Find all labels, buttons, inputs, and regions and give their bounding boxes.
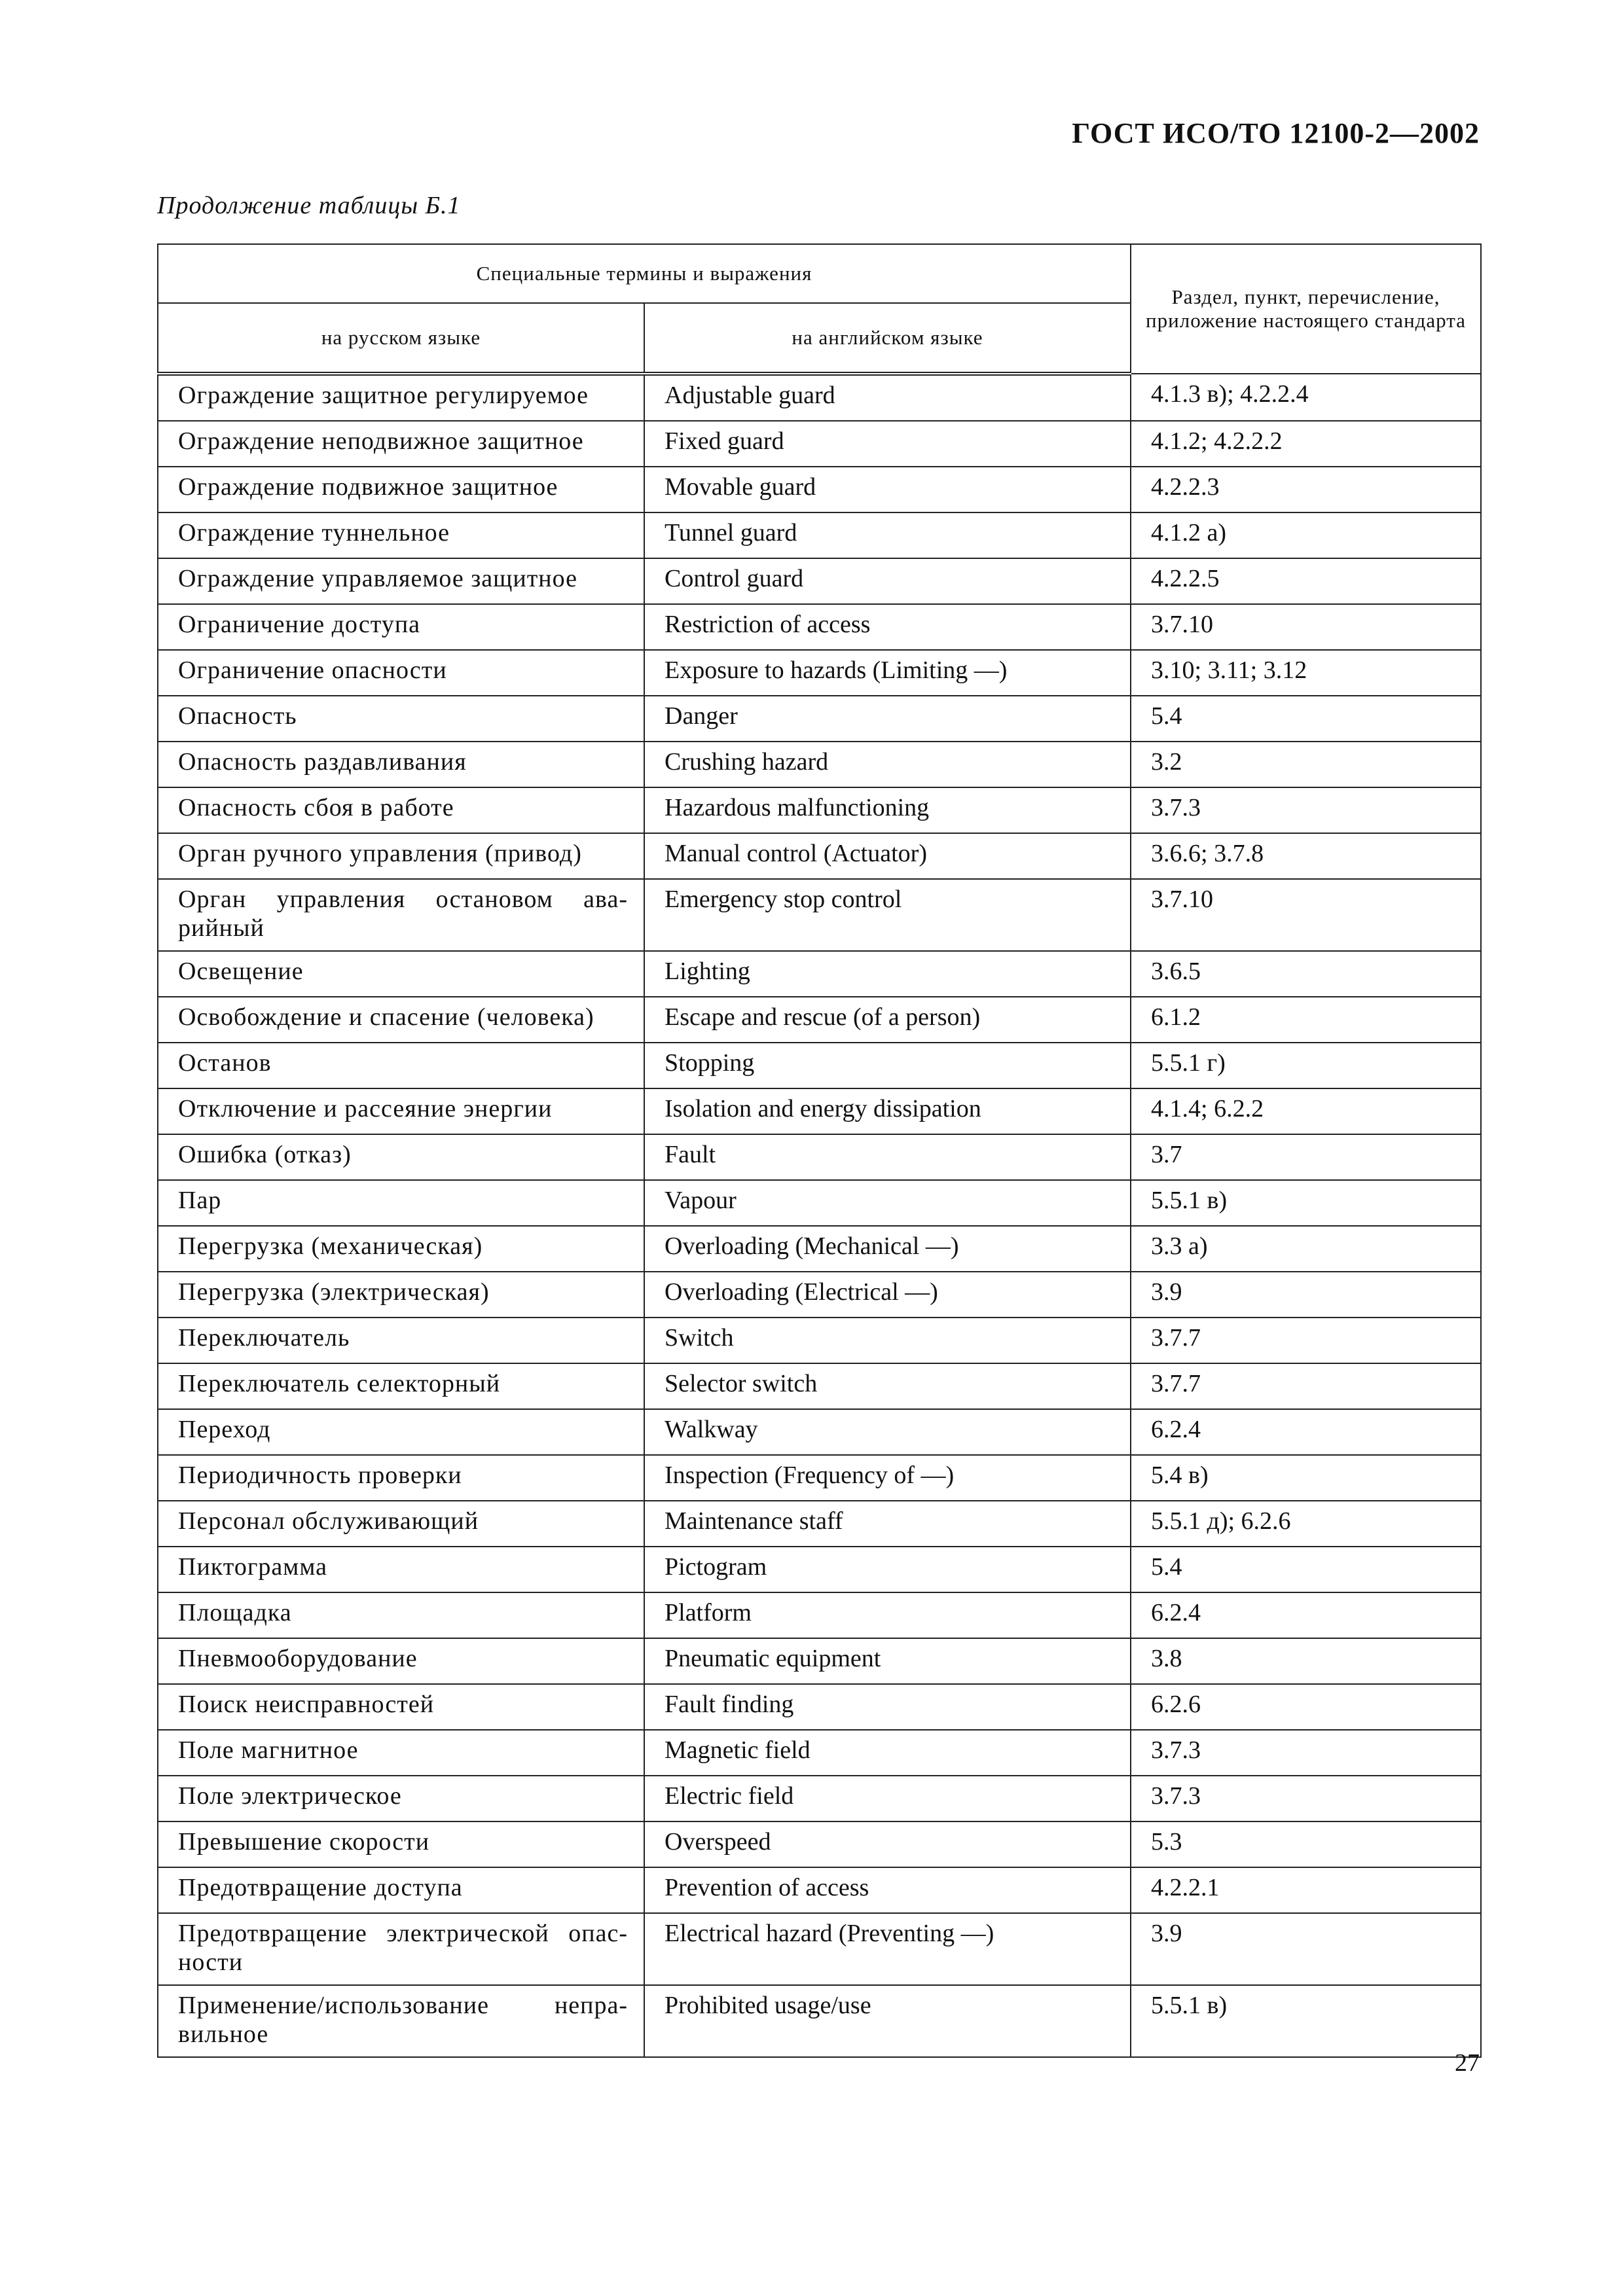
table-row	[158, 1867, 1481, 1913]
cell-en: Platform	[644, 1592, 1131, 1638]
table-row	[158, 1226, 1481, 1272]
table-row	[158, 1684, 1481, 1730]
table-row	[158, 833, 1481, 879]
page-number: 27	[1455, 2049, 1480, 2077]
table-row	[158, 1730, 1481, 1776]
cell-ru: Переключатель селекторный	[158, 1363, 644, 1409]
cell-en: Restriction of access	[644, 604, 1131, 650]
cell-en: Prevention of access	[644, 1867, 1131, 1913]
table-row	[158, 1409, 1481, 1455]
table-row	[158, 512, 1481, 558]
cell-en: Lighting	[644, 951, 1131, 997]
cell-ru: Ограждение защитное регулируемое	[158, 374, 644, 421]
table-row	[158, 421, 1481, 467]
cell-ref: 5.3	[1131, 1821, 1481, 1867]
cell-en: Electric field	[644, 1776, 1131, 1821]
table-row	[158, 1272, 1481, 1318]
group-header: Специальные термины и выражения	[158, 244, 1131, 303]
cell-en: Prohibited usage/use	[644, 1985, 1131, 2057]
column-header-english: на английском языке	[644, 303, 1131, 374]
cell-en: Overspeed	[644, 1821, 1131, 1867]
cell-ref: 3.10; 3.11; 3.12	[1131, 650, 1481, 696]
table-row	[158, 1043, 1481, 1088]
table-row	[158, 1985, 1481, 2057]
cell-ru: Пар	[158, 1180, 644, 1226]
cell-en: Escape and rescue (of a person)	[644, 997, 1131, 1043]
cell-ru: Опасность	[158, 696, 644, 742]
cell-ref: 4.2.2.5	[1131, 558, 1481, 604]
cell-ref: 3.8	[1131, 1638, 1481, 1684]
cell-ref: 6.2.4	[1131, 1592, 1481, 1638]
cell-en: Selector switch	[644, 1363, 1131, 1409]
cell-ref: 4.1.4; 6.2.2	[1131, 1088, 1481, 1134]
table-row	[158, 650, 1481, 696]
cell-ref: 5.4	[1131, 1547, 1481, 1592]
cell-en: Walkway	[644, 1409, 1131, 1455]
cell-ref: 6.2.4	[1131, 1409, 1481, 1455]
cell-ru: Поле магнитное	[158, 1730, 644, 1776]
cell-en: Isolation and energy dissipation	[644, 1088, 1131, 1134]
cell-ref: 5.4 в)	[1131, 1455, 1481, 1501]
cell-en: Fault finding	[644, 1684, 1131, 1730]
cell-ref: 6.2.6	[1131, 1684, 1481, 1730]
cell-ru: Ограждение туннельное	[158, 512, 644, 558]
cell-en: Vapour	[644, 1180, 1131, 1226]
cell-en: Pictogram	[644, 1547, 1131, 1592]
cell-ru: Освобождение и спасение (человека)	[158, 997, 644, 1043]
cell-ru: Предотвращение электрической опас- ности	[158, 1913, 644, 1985]
table-row	[158, 1592, 1481, 1638]
cell-ru: Останов	[158, 1043, 644, 1088]
cell-en: Danger	[644, 696, 1131, 742]
cell-en: Magnetic field	[644, 1730, 1131, 1776]
table-caption: Продолжение таблицы Б.1	[157, 192, 461, 219]
cell-en: Pneumatic equipment	[644, 1638, 1131, 1684]
cell-ref: 5.5.1 д); 6.2.6	[1131, 1501, 1481, 1547]
cell-ref: 5.5.1 г)	[1131, 1043, 1481, 1088]
cell-ru: Персонал обслуживающий	[158, 1501, 644, 1547]
terms-table	[157, 243, 1482, 2058]
cell-en: Emergency stop control	[644, 879, 1131, 951]
cell-en: Control guard	[644, 558, 1131, 604]
cell-en: Overloading (Electrical —)	[644, 1272, 1131, 1318]
cell-ru: Пневмооборудование	[158, 1638, 644, 1684]
document-header: ГОСТ ИСО/ТО 12100-2—2002	[1072, 117, 1480, 149]
cell-ru: Площадка	[158, 1592, 644, 1638]
cell-en: Movable guard	[644, 467, 1131, 512]
cell-ru: Периодичность проверки	[158, 1455, 644, 1501]
table-row	[158, 374, 1481, 421]
table-row	[158, 742, 1481, 787]
cell-ref: 4.1.2; 4.2.2.2	[1131, 421, 1481, 467]
table-row	[158, 997, 1481, 1043]
table-row	[158, 696, 1481, 742]
cell-ref: 3.7.3	[1131, 787, 1481, 833]
cell-ru: Ограждение неподвижное защитное	[158, 421, 644, 467]
cell-en: Adjustable guard	[644, 374, 1131, 421]
cell-ref: 3.2	[1131, 742, 1481, 787]
cell-ru: Опасность сбоя в работе	[158, 787, 644, 833]
cell-ru: Пиктограмма	[158, 1547, 644, 1592]
cell-ref: 3.7	[1131, 1134, 1481, 1180]
cell-en: Maintenance staff	[644, 1501, 1131, 1547]
cell-ref: 5.4	[1131, 696, 1481, 742]
cell-ru: Предотвращение доступа	[158, 1867, 644, 1913]
table-row	[158, 1180, 1481, 1226]
cell-ru: Превышение скорости	[158, 1821, 644, 1867]
cell-ru: Ограждение управляемое защитное	[158, 558, 644, 604]
cell-ref: 4.2.2.1	[1131, 1867, 1481, 1913]
cell-ref: 4.2.2.3	[1131, 467, 1481, 512]
table-row	[158, 558, 1481, 604]
cell-en: Overloading (Mechanical —)	[644, 1226, 1131, 1272]
table-row	[158, 1363, 1481, 1409]
cell-en: Inspection (Frequency of —)	[644, 1455, 1131, 1501]
cell-ru: Ограждение подвижное защитное	[158, 467, 644, 512]
cell-en: Exposure to hazards (Limiting —)	[644, 650, 1131, 696]
cell-ru: Перегрузка (электрическая)	[158, 1272, 644, 1318]
cell-ref: 3.9	[1131, 1913, 1481, 1985]
cell-en: Switch	[644, 1318, 1131, 1363]
cell-ru: Ограничение доступа	[158, 604, 644, 650]
cell-ref: 4.1.3 в); 4.2.2.4	[1131, 374, 1481, 421]
cell-ref: 5.5.1 в)	[1131, 1180, 1481, 1226]
cell-en: Hazardous malfunctioning	[644, 787, 1131, 833]
cell-ref: 4.1.2 а)	[1131, 512, 1481, 558]
table-row	[158, 1318, 1481, 1363]
cell-ref: 3.7.10	[1131, 604, 1481, 650]
cell-ru: Поиск неисправностей	[158, 1684, 644, 1730]
table-row	[158, 1501, 1481, 1547]
cell-ru: Ограничение опасности	[158, 650, 644, 696]
cell-ref: 3.6.6; 3.7.8	[1131, 833, 1481, 879]
cell-ru: Переключатель	[158, 1318, 644, 1363]
cell-ref: 6.1.2	[1131, 997, 1481, 1043]
cell-ru: Перегрузка (механическая)	[158, 1226, 644, 1272]
cell-ru: Переход	[158, 1409, 644, 1455]
cell-ref: 3.7.3	[1131, 1730, 1481, 1776]
cell-ref: 3.7.7	[1131, 1318, 1481, 1363]
cell-en: Fixed guard	[644, 421, 1131, 467]
cell-en: Crushing hazard	[644, 742, 1131, 787]
column-header-reference: Раздел, пункт, перечисление, приложение настоящего стандарта	[1131, 244, 1481, 374]
cell-en: Fault	[644, 1134, 1131, 1180]
cell-ref: 3.6.5	[1131, 951, 1481, 997]
table-row	[158, 604, 1481, 650]
cell-ru: Отключение и рассеяние энергии	[158, 1088, 644, 1134]
table-row	[158, 1913, 1481, 1985]
cell-ref: 3.3 а)	[1131, 1226, 1481, 1272]
cell-ru: Орган управления остановом ава- рийный	[158, 879, 644, 951]
table-row	[158, 1134, 1481, 1180]
table-row	[158, 951, 1481, 997]
table-row	[158, 1776, 1481, 1821]
table-row	[158, 1547, 1481, 1592]
table-row	[158, 1821, 1481, 1867]
table-row	[158, 787, 1481, 833]
cell-ru: Применение/использование непра- вильное	[158, 1985, 644, 2057]
cell-ref: 3.7.3	[1131, 1776, 1481, 1821]
cell-ru: Ошибка (отказ)	[158, 1134, 644, 1180]
cell-ru: Освещение	[158, 951, 644, 997]
table-row	[158, 467, 1481, 512]
cell-ref: 3.7.7	[1131, 1363, 1481, 1409]
table-row	[158, 1088, 1481, 1134]
cell-ref: 5.5.1 в)	[1131, 1985, 1481, 2057]
cell-en: Manual control (Actuator)	[644, 833, 1131, 879]
cell-ref: 3.7.10	[1131, 879, 1481, 951]
cell-en: Stopping	[644, 1043, 1131, 1088]
table-row	[158, 1638, 1481, 1684]
table-row	[158, 879, 1481, 951]
cell-ref: 3.9	[1131, 1272, 1481, 1318]
cell-en: Tunnel guard	[644, 512, 1131, 558]
cell-ru: Опасность раздавливания	[158, 742, 644, 787]
cell-en: Electrical hazard (Preventing —)	[644, 1913, 1131, 1985]
cell-ru: Орган ручного управления (привод)	[158, 833, 644, 879]
cell-ru: Поле электрическое	[158, 1776, 644, 1821]
column-header-russian: на русском языке	[158, 303, 644, 374]
table-row	[158, 1455, 1481, 1501]
